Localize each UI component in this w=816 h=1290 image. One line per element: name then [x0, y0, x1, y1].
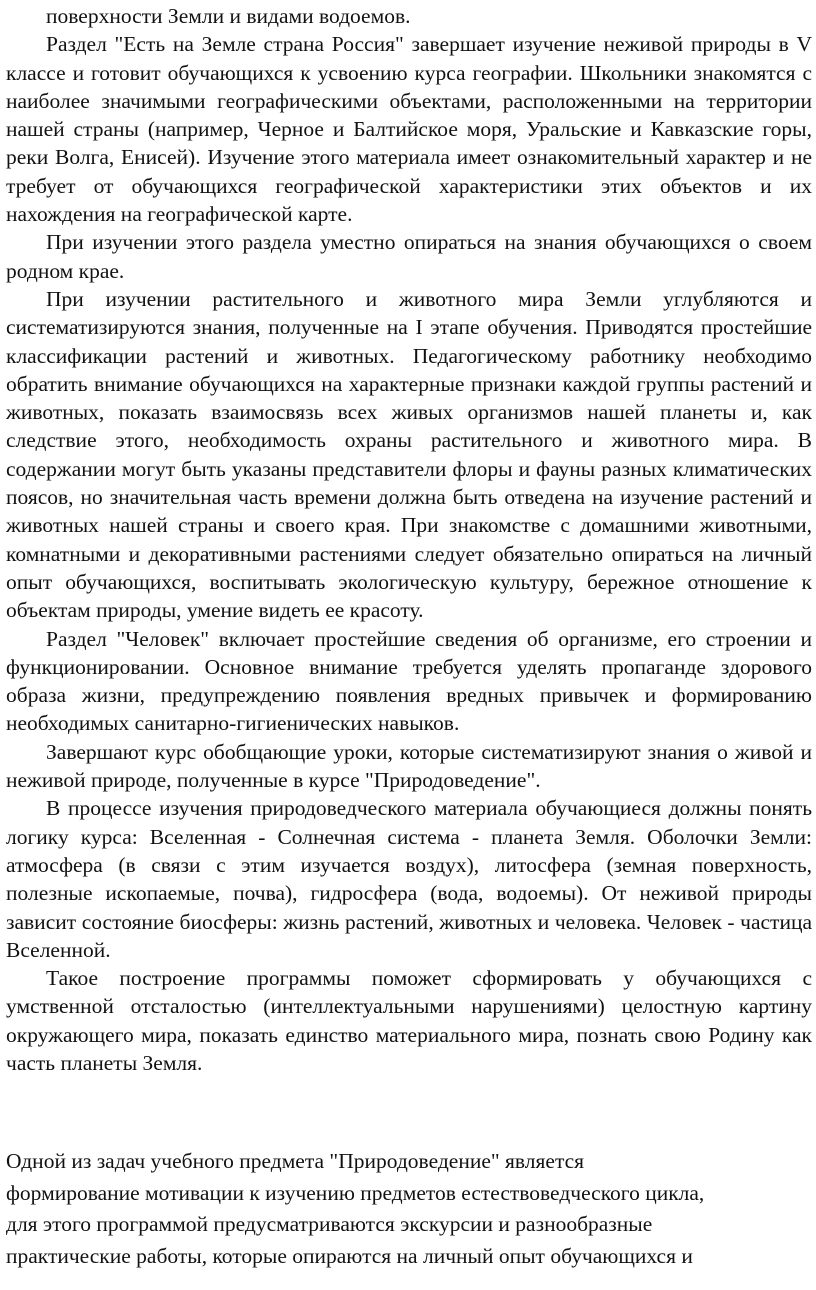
paragraph-section-human: Раздел "Человек" включает простейшие сведения об организме, его строении и функционировании. Основное внимание требуется уделять пропаганде здорового образа жизни, предупреждению появления вредных привычек и формированию необходимых санитарно-гигиенических навыков. [6, 626, 812, 736]
paragraph-course-logic: В процессе изучения природоведческого материала обучающиеся должны понять логику курса: Вселенная - Солнечная система - планета Земля. Оболочки Земли: атмосфера (в связи с этим изучается воздух), литосфера (земная поверхность, полезные ископаемые, почва), гидросфера (вода, водоемы). От неживой природы зависит состояние биосферы: жизнь растений, животных и человека. Человек - частица Вселенной. [6, 796, 812, 962]
tail-line: для этого программой предусматриваются экскурсии и разнообразные [6, 1212, 653, 1236]
paragraph-program-structure: Такое построение программы поможет сформировать у обучающихся с умственной отсталостью (интеллектуальными нарушениями) целостную картину окружающего мира, показать единство материального мира, познать свою Родину как часть планеты Земля. [6, 966, 812, 1075]
paragraph-summary-lessons: Завершают курс обобщающие уроки, которые систематизируют знания о живой и неживой природе, полученные в курсе "Природоведение". [6, 739, 812, 793]
document-body [6, 2, 812, 1077]
tail-line: практические работы, которые опираются на личный опыт обучающихся и [6, 1243, 693, 1268]
tail-line: Одной из задач учебного предмета "Природоведение" является [6, 1149, 585, 1173]
paragraph-section-russia: Раздел "Есть на Земле страна Россия" завершает изучение неживой природы в V классе и готовит обучающихся к усвоению курса географии. Школьники знакомятся с наиболее значимыми географическими объектами, расположенными на территории нашей страны (например, Черное и Балтийское моря, Уральские и Кавказские горы, реки Волга, Енисей). Изучение этого материала имеет ознакомительный характер и не требует от обучающихся географической характеристики этих объектов и их нахождения на географической карте. [6, 32, 812, 227]
paragraph-flora-fauna: При изучении растительного и животного мира Земли углубляются и систематизируются знания, полученные на I этапе обучения. Приводятся простейшие классификации растений и животных. Педагогическому работнику необходимо обратить внимание обучающихся на характерные признаки каждой группы растений и животных, показать взаимосвязь всех живых организмов нашей планеты и, как следствие этого, необходимость охраны растительного и животного мира. В содержании могут быть указаны представители флоры и фауны разных климатических поясов, но значительная часть времени должна быть отведена на изучение растений и животных нашей страны и своего края. При знакомстве с домашними животными, комнатными и декоративными растениями следует обязательно опираться на личный опыт обучающихся, воспитывать экологическую культуру, бережное отношение к объектам природы, умение видеть ее красоту. [6, 286, 812, 623]
tail-line: формирование мотивации к изучению предметов естествоведческого цикла, [6, 1180, 705, 1205]
paragraph-continuation: поверхности Земли и видами водоемов. [46, 4, 411, 28]
paragraph-native-region: При изучении этого раздела уместно опираться на знания обучающихся о своем родном крае. [6, 230, 812, 283]
document-tail [6, 1146, 812, 1272]
